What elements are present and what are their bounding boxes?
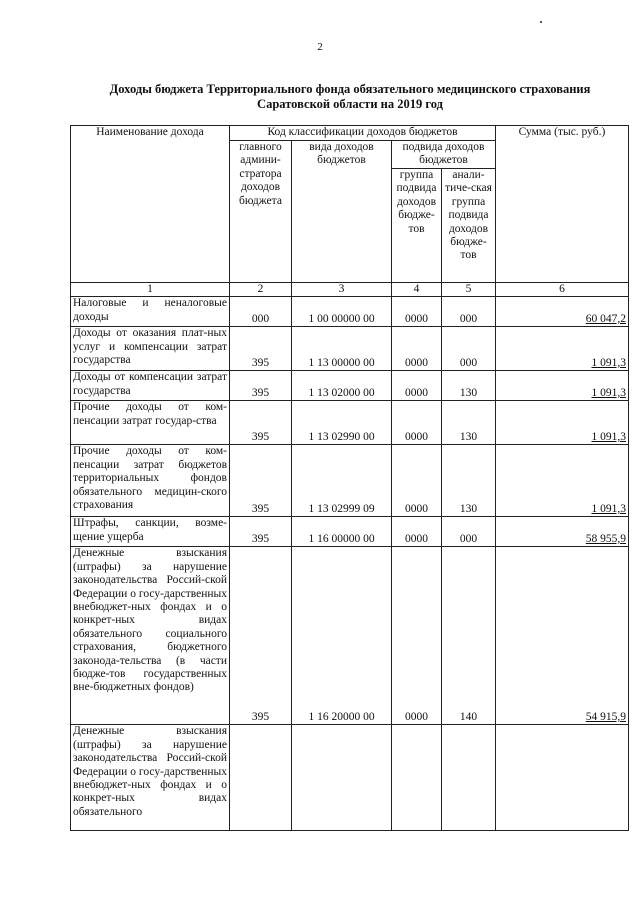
column-number: 1 — [71, 283, 230, 297]
sum-value: 1 091,3 — [496, 371, 629, 401]
table-row — [71, 547, 629, 725]
header-group: группа подвида доходов бюдже-тов — [392, 169, 442, 283]
income-name: Штрафы, санкции, возме-щение ущерба — [71, 517, 230, 547]
header-sum: Сумма (тыс. руб.) — [496, 126, 629, 283]
header-code-group: Код классификации доходов бюджетов — [230, 126, 496, 141]
admin-code: 395 — [230, 371, 292, 401]
income-name: Доходы от компенсации затрат государства — [71, 371, 230, 401]
header-admin: главного админи-стратора доходов бюджета — [230, 141, 292, 283]
analytic-group-code: 000 — [442, 517, 496, 547]
document-title — [70, 82, 630, 112]
admin-code: 395 — [230, 401, 292, 445]
subtype-group-code — [392, 725, 442, 831]
income-type-code: 1 16 20000 00 — [292, 547, 392, 725]
column-number: 4 — [392, 283, 442, 297]
admin-code — [230, 725, 292, 831]
column-number: 5 — [442, 283, 496, 297]
admin-code: 395 — [230, 327, 292, 371]
sum-value: 1 091,3 — [496, 401, 629, 445]
column-number: 6 — [496, 283, 629, 297]
analytic-group-code: 000 — [442, 327, 496, 371]
income-name: Прочие доходы от ком-пенсации затрат государ-ства — [71, 401, 230, 445]
subtype-group-code: 0000 — [392, 547, 442, 725]
sum-value — [496, 725, 629, 831]
analytic-group-code — [442, 725, 496, 831]
table-row — [71, 297, 629, 327]
subtype-group-code: 0000 — [392, 371, 442, 401]
sum-value: 54 915,9 — [496, 547, 629, 725]
analytic-group-code: 130 — [442, 445, 496, 517]
table-row — [71, 327, 629, 371]
income-type-code: 1 16 00000 00 — [292, 517, 392, 547]
income-name: Прочие доходы от ком-пенсации затрат бюджетов территориальных фондов обязательного медицин-ского страхования — [71, 445, 230, 517]
title-line-1: Доходы бюджета Территориального фонда обязательного медицинского страхования — [109, 82, 591, 96]
analytic-group-code: 000 — [442, 297, 496, 327]
analytic-group-code: 130 — [442, 401, 496, 445]
income-name: Денежные взыскания (штрафы) за нарушение законодательства Россий-ской Федерации о госу-дарственных внебюджет-ных фондах и о конкрет-ных видах обязательного социального страхования, бюджетного законода-тельства (в части бюдже-тов государственных вне-бюджетных фондов) — [71, 547, 230, 725]
table-row — [71, 725, 629, 831]
header-subtype: подвида доходов бюджетов — [392, 141, 496, 169]
sum-value: 1 091,3 — [496, 445, 629, 517]
subtype-group-code: 0000 — [392, 327, 442, 371]
income-type-code: 1 13 02999 09 — [292, 445, 392, 517]
subtype-group-code: 0000 — [392, 517, 442, 547]
table-row — [71, 517, 629, 547]
table-row — [71, 401, 629, 445]
budget-income-table — [70, 125, 629, 831]
column-number: 3 — [292, 283, 392, 297]
income-type-code — [292, 725, 392, 831]
subtype-group-code: 0000 — [392, 297, 442, 327]
income-name: Доходы от оказания плат-ных услуг и компенсации затрат государства — [71, 327, 230, 371]
table-row — [71, 371, 629, 401]
analytic-group-code: 130 — [442, 371, 496, 401]
subtype-group-code: 0000 — [392, 445, 442, 517]
admin-code: 000 — [230, 297, 292, 327]
table-row — [71, 445, 629, 517]
income-type-code: 1 13 00000 00 — [292, 327, 392, 371]
income-type-code: 1 13 02990 00 — [292, 401, 392, 445]
admin-code: 395 — [230, 445, 292, 517]
income-type-code: 1 00 00000 00 — [292, 297, 392, 327]
column-numbers-row — [71, 283, 629, 297]
sum-value: 58 955,9 — [496, 517, 629, 547]
income-type-code: 1 13 02000 00 — [292, 371, 392, 401]
page-number: 2 — [317, 41, 323, 53]
scan-speck — [540, 21, 542, 23]
header-analytic: анали-тиче-ская группа подвида доходов бюдже-тов — [442, 169, 496, 283]
income-name: Налоговые и неналоговые доходы — [71, 297, 230, 327]
column-number: 2 — [230, 283, 292, 297]
header-type: вида доходов бюджетов — [292, 141, 392, 283]
sum-value: 1 091,3 — [496, 327, 629, 371]
sum-value: 60 047,2 — [496, 297, 629, 327]
admin-code: 395 — [230, 547, 292, 725]
admin-code: 395 — [230, 517, 292, 547]
subtype-group-code: 0000 — [392, 401, 442, 445]
analytic-group-code: 140 — [442, 547, 496, 725]
income-name: Денежные взыскания (штрафы) за нарушение законодательства Россий-ской Федерации о госу-дарственных внебюджет-ных фондах и о конкрет-ных видах обязательного — [71, 725, 230, 831]
header-name: Наименование дохода — [71, 126, 230, 283]
title-line-2: Саратовской области на 2019 год — [257, 97, 443, 111]
